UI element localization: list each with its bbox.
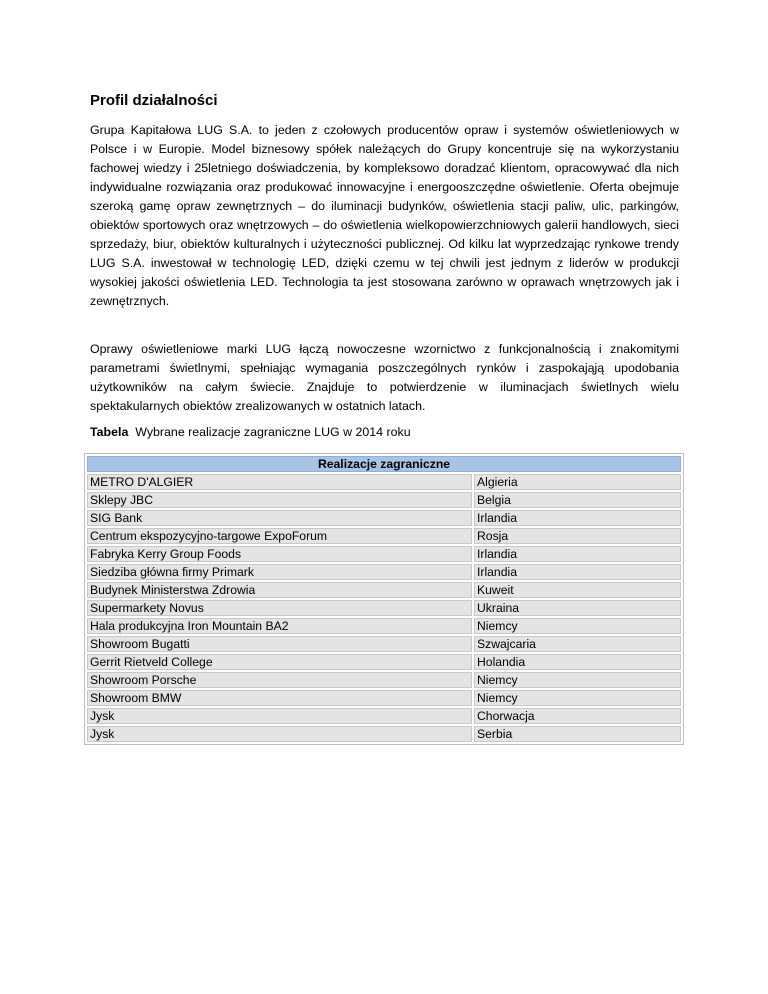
country-cell: Serbia: [474, 726, 681, 742]
paragraph-company-profile: Grupa Kapitałowa LUG S.A. to jeden z czołowych producentów opraw i systemów oświetleniowych w Polsce i w Europie. Model biznesowy spółek należących do Grupy koncentruje się na wykorzystaniu fachowej wiedzy i 25letniego doświadczenia, by kompleksowo doradzać klientom, opracowywać dla nich indywidualne rozwiązania oraz produkować innowacyjne i energooszczędne oświetlenie. Oferta obejmuje szeroką gamę opraw zewnętrznych – do iluminacji budynków, oświetlenia stacji paliw, ulic, parkingów, obiektów sportowych oraz wnętrzowych – do oświetlenia wielkopowierzchniowych galerii handlowych, sieci sprzedaży, biur, obiektów kulturalnych i użyteczności publicznej. Od kilku lat wyprzedzając rynkowe trendy LUG S.A. inwestował w technologię LED, dzięki czemu w tej chwili jest jednym z liderów w produkcji wysokiej jakości oświetlenia LED. Technologia ta jest stosowana zarówno w oprawach wnętrzowych jak i zewnętrznych.: [90, 123, 679, 308]
table-row: [87, 726, 681, 742]
section-heading: Profil działalności: [90, 92, 218, 109]
project-name-cell: SIG Bank: [87, 510, 472, 526]
project-name-cell: METRO D'ALGIER: [87, 474, 472, 490]
table-caption-label: Tabela: [90, 425, 129, 439]
country-cell: Holandia: [474, 654, 681, 670]
table-row: [87, 582, 681, 598]
project-name-cell: Hala produkcyjna Iron Mountain BA2: [87, 618, 472, 634]
project-name-cell: Jysk: [87, 726, 472, 742]
country-cell: Chorwacja: [474, 708, 681, 724]
project-name-cell: Centrum ekspozycyjno-targowe ExpoForum: [87, 528, 472, 544]
table-row: [87, 654, 681, 670]
project-name-cell: Siedziba główna firmy Primark: [87, 564, 472, 580]
project-name-cell: Showroom Bugatti: [87, 636, 472, 652]
table-row: [87, 564, 681, 580]
country-cell: Algieria: [474, 474, 681, 490]
table-row: [87, 618, 681, 634]
realizations-table: [84, 453, 684, 745]
table-row: [87, 690, 681, 706]
table-row: [87, 708, 681, 724]
country-cell: Belgia: [474, 492, 681, 508]
country-cell: Irlandia: [474, 546, 681, 562]
project-name-cell: Showroom BMW: [87, 690, 472, 706]
country-cell: Niemcy: [474, 672, 681, 688]
country-cell: Szwajcaria: [474, 636, 681, 652]
project-name-cell: Budynek Ministerstwa Zdrowia: [87, 582, 472, 598]
project-name-cell: Gerrit Rietveld College: [87, 654, 472, 670]
project-name-cell: Fabryka Kerry Group Foods: [87, 546, 472, 562]
table-row: [87, 546, 681, 562]
table-row: [87, 474, 681, 490]
table-row: [87, 492, 681, 508]
table-row: [87, 600, 681, 616]
table-row: [87, 528, 681, 544]
project-name-cell: Sklepy JBC: [87, 492, 472, 508]
country-cell: Niemcy: [474, 690, 681, 706]
country-cell: Ukraina: [474, 600, 681, 616]
paragraph-products: Oprawy oświetleniowe marki LUG łączą nowoczesne wzornictwo z funkcjonalnością i znakomitymi parametrami świetlnymi, spełniając wymagania poszczególnych rynków i zaspokająją upodobania użytkowników na całym świecie. Znajduje to potwierdzenie w iluminacjach świetlnych wielu spektakularnych obiektów zrealizowanych w ostatnich latach.: [90, 342, 679, 413]
table-header: Realizacje zagraniczne: [87, 456, 681, 472]
country-cell: Irlandia: [474, 564, 681, 580]
project-name-cell: Supermarkety Novus: [87, 600, 472, 616]
country-cell: Niemcy: [474, 618, 681, 634]
project-name-cell: Showroom Porsche: [87, 672, 472, 688]
project-name-cell: Jysk: [87, 708, 472, 724]
country-cell: Kuweit: [474, 582, 681, 598]
country-cell: Irlandia: [474, 510, 681, 526]
table-row: [87, 672, 681, 688]
realizations-table-wrapper: [84, 453, 684, 745]
table-caption-text: Wybrane realizacje zagraniczne LUG w 2014 roku: [135, 425, 411, 439]
table-body: [87, 474, 681, 742]
country-cell: Rosja: [474, 528, 681, 544]
table-row: [87, 510, 681, 526]
table-row: [87, 636, 681, 652]
table-caption: [90, 425, 411, 439]
